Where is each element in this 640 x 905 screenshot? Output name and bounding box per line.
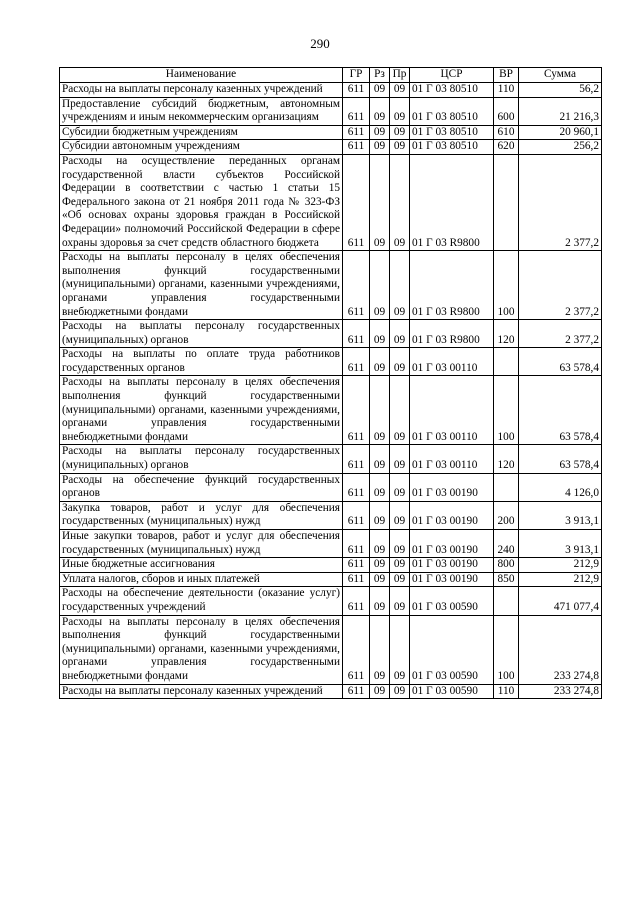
cell-csr: 01 Г 03 R9800 — [410, 320, 494, 348]
cell-sum: 2 377,2 — [519, 320, 602, 348]
cell-rz: 09 — [370, 572, 390, 587]
cell-rz: 09 — [370, 154, 390, 250]
cell-name: Предоставление субсидий бюджетным, автономным учреждениям и иным некоммерческим организациям — [60, 97, 343, 125]
cell-name: Расходы на выплаты персоналу в целях обеспечения выполнения функций государственными (муниципальными) органами, казенными учреждениями, органами управления государственными внебюджетными фондами — [60, 615, 343, 684]
cell-csr: 01 Г 03 80510 — [410, 83, 494, 98]
table-row — [60, 530, 602, 558]
header-rz: Рз — [370, 68, 390, 83]
cell-sum: 256,2 — [519, 140, 602, 155]
cell-rz: 09 — [370, 251, 390, 320]
cell-sum: 21 216,3 — [519, 97, 602, 125]
cell-name: Расходы на выплаты по оплате труда работников государственных органов — [60, 348, 343, 376]
header-gr: ГР — [343, 68, 370, 83]
header-name: Наименование — [60, 68, 343, 83]
cell-rz: 09 — [370, 140, 390, 155]
table-row — [60, 320, 602, 348]
cell-gr: 611 — [343, 97, 370, 125]
cell-pr: 09 — [390, 572, 410, 587]
cell-vr: 800 — [494, 558, 519, 573]
cell-vr: 610 — [494, 125, 519, 140]
cell-pr: 09 — [390, 587, 410, 615]
cell-gr: 611 — [343, 587, 370, 615]
cell-csr: 01 Г 03 00590 — [410, 615, 494, 684]
cell-pr: 09 — [390, 251, 410, 320]
cell-gr: 611 — [343, 320, 370, 348]
cell-csr: 01 Г 03 80510 — [410, 125, 494, 140]
cell-sum: 3 913,1 — [519, 501, 602, 529]
cell-gr: 611 — [343, 473, 370, 501]
cell-vr: 110 — [494, 684, 519, 699]
cell-sum: 63 578,4 — [519, 445, 602, 473]
cell-pr: 09 — [390, 473, 410, 501]
cell-csr: 01 Г 03 00190 — [410, 530, 494, 558]
cell-sum: 212,9 — [519, 572, 602, 587]
cell-vr: 850 — [494, 572, 519, 587]
cell-name: Уплата налогов, сборов и иных платежей — [60, 572, 343, 587]
cell-vr: 620 — [494, 140, 519, 155]
table-row — [60, 473, 602, 501]
cell-name: Расходы на выплаты персоналу государственных (муниципальных) органов — [60, 445, 343, 473]
table-row — [60, 445, 602, 473]
cell-gr: 611 — [343, 83, 370, 98]
cell-csr: 01 Г 03 00190 — [410, 501, 494, 529]
cell-name: Расходы на обеспечение функций государственных органов — [60, 473, 343, 501]
table-body — [60, 83, 602, 699]
table-row — [60, 501, 602, 529]
page-number: 290 — [310, 36, 330, 51]
table-row — [60, 125, 602, 140]
cell-csr: 01 Г 03 R9800 — [410, 251, 494, 320]
cell-vr — [494, 348, 519, 376]
cell-name: Субсидии бюджетным учреждениям — [60, 125, 343, 140]
cell-name: Расходы на обеспечение деятельности (оказание услуг) государственных учреждений — [60, 587, 343, 615]
cell-name: Расходы на выплаты персоналу казенных учреждений — [60, 83, 343, 98]
cell-rz: 09 — [370, 558, 390, 573]
cell-name: Расходы на выплаты персоналу казенных учреждений — [60, 684, 343, 699]
cell-sum: 63 578,4 — [519, 376, 602, 445]
cell-name: Расходы на выплаты персоналу в целях обеспечения выполнения функций государственными (муниципальными) органами, казенными учреждениями, органами управления государственными внебюджетными фондами — [60, 251, 343, 320]
cell-vr — [494, 154, 519, 250]
cell-name: Расходы на выплаты персоналу государственных (муниципальных) органов — [60, 320, 343, 348]
cell-sum: 2 377,2 — [519, 251, 602, 320]
cell-rz: 09 — [370, 587, 390, 615]
table-row — [60, 558, 602, 573]
cell-sum: 471 077,4 — [519, 587, 602, 615]
cell-pr: 09 — [390, 97, 410, 125]
cell-csr: 01 Г 03 00110 — [410, 445, 494, 473]
cell-rz: 09 — [370, 445, 390, 473]
cell-pr: 09 — [390, 684, 410, 699]
cell-pr: 09 — [390, 445, 410, 473]
cell-name: Расходы на выплаты персоналу в целях обеспечения выполнения функций государственными (муниципальными) органами, казенными учреждениями, органами управления государственными внебюджетными фондами — [60, 376, 343, 445]
cell-gr: 611 — [343, 684, 370, 699]
cell-vr: 100 — [494, 376, 519, 445]
cell-gr: 611 — [343, 572, 370, 587]
cell-csr: 01 Г 03 80510 — [410, 97, 494, 125]
cell-rz: 09 — [370, 473, 390, 501]
cell-vr: 120 — [494, 320, 519, 348]
cell-gr: 611 — [343, 376, 370, 445]
header-row — [60, 68, 602, 83]
cell-gr: 611 — [343, 445, 370, 473]
table-row — [60, 154, 602, 250]
cell-csr: 01 Г 03 80510 — [410, 140, 494, 155]
cell-sum: 2 377,2 — [519, 154, 602, 250]
cell-rz: 09 — [370, 320, 390, 348]
cell-pr: 09 — [390, 558, 410, 573]
cell-rz: 09 — [370, 684, 390, 699]
table-row — [60, 615, 602, 684]
cell-name: Иные закупки товаров, работ и услуг для обеспечения государственных (муниципальных) нужд — [60, 530, 343, 558]
table-row — [60, 376, 602, 445]
cell-gr: 611 — [343, 125, 370, 140]
cell-vr: 600 — [494, 97, 519, 125]
cell-rz: 09 — [370, 501, 390, 529]
table-row — [60, 572, 602, 587]
cell-sum: 3 913,1 — [519, 530, 602, 558]
cell-gr: 611 — [343, 140, 370, 155]
cell-pr: 09 — [390, 125, 410, 140]
cell-vr: 100 — [494, 615, 519, 684]
cell-pr: 09 — [390, 501, 410, 529]
cell-csr: 01 Г 03 R9800 — [410, 154, 494, 250]
cell-gr: 611 — [343, 530, 370, 558]
cell-vr — [494, 587, 519, 615]
table-row — [60, 140, 602, 155]
table-row — [60, 684, 602, 699]
header-sum: Сумма — [519, 68, 602, 83]
cell-sum: 4 126,0 — [519, 473, 602, 501]
cell-gr: 611 — [343, 348, 370, 376]
cell-pr: 09 — [390, 376, 410, 445]
cell-sum: 63 578,4 — [519, 348, 602, 376]
cell-rz: 09 — [370, 348, 390, 376]
cell-rz: 09 — [370, 615, 390, 684]
cell-name: Субсидии автономным учреждениям — [60, 140, 343, 155]
cell-csr: 01 Г 03 00190 — [410, 558, 494, 573]
cell-rz: 09 — [370, 530, 390, 558]
cell-vr: 200 — [494, 501, 519, 529]
cell-rz: 09 — [370, 83, 390, 98]
cell-csr: 01 Г 03 00590 — [410, 684, 494, 699]
table-row — [60, 83, 602, 98]
cell-csr: 01 Г 03 00190 — [410, 473, 494, 501]
cell-gr: 611 — [343, 251, 370, 320]
cell-name: Закупка товаров, работ и услуг для обеспечения государственных (муниципальных) нужд — [60, 501, 343, 529]
budget-table — [59, 67, 602, 699]
cell-vr: 120 — [494, 445, 519, 473]
table-row — [60, 97, 602, 125]
header-csr: ЦСР — [410, 68, 494, 83]
cell-csr: 01 Г 03 00590 — [410, 587, 494, 615]
cell-sum: 212,9 — [519, 558, 602, 573]
cell-gr: 611 — [343, 501, 370, 529]
table-header — [60, 68, 602, 83]
header-pr: Пр — [390, 68, 410, 83]
cell-sum: 20 960,1 — [519, 125, 602, 140]
cell-pr: 09 — [390, 348, 410, 376]
table-row — [60, 587, 602, 615]
cell-pr: 09 — [390, 140, 410, 155]
header-vr: ВР — [494, 68, 519, 83]
cell-vr — [494, 473, 519, 501]
cell-csr: 01 Г 03 00190 — [410, 572, 494, 587]
table-row — [60, 348, 602, 376]
cell-rz: 09 — [370, 97, 390, 125]
cell-sum: 233 274,8 — [519, 684, 602, 699]
table-row — [60, 251, 602, 320]
cell-pr: 09 — [390, 83, 410, 98]
cell-sum: 233 274,8 — [519, 615, 602, 684]
cell-gr: 611 — [343, 154, 370, 250]
cell-sum: 56,2 — [519, 83, 602, 98]
cell-name: Иные бюджетные ассигнования — [60, 558, 343, 573]
cell-csr: 01 Г 03 00110 — [410, 348, 494, 376]
cell-pr: 09 — [390, 615, 410, 684]
cell-vr: 110 — [494, 83, 519, 98]
cell-pr: 09 — [390, 530, 410, 558]
cell-pr: 09 — [390, 154, 410, 250]
cell-rz: 09 — [370, 376, 390, 445]
cell-pr: 09 — [390, 320, 410, 348]
cell-gr: 611 — [343, 615, 370, 684]
cell-rz: 09 — [370, 125, 390, 140]
cell-vr: 100 — [494, 251, 519, 320]
cell-csr: 01 Г 03 00110 — [410, 376, 494, 445]
cell-gr: 611 — [343, 558, 370, 573]
cell-vr: 240 — [494, 530, 519, 558]
cell-name: Расходы на осуществление переданных органам государственной власти субъектов Российской Федерации в соответствии с частью 1 статьи 15 Федерального закона от 21 ноября 2011 года № 323-ФЗ «Об основах охраны здоровья граждан в Российской Федерации» полномочий Российской Федерации в сфере охраны здоровья за счет средств областного бюджета — [60, 154, 343, 250]
